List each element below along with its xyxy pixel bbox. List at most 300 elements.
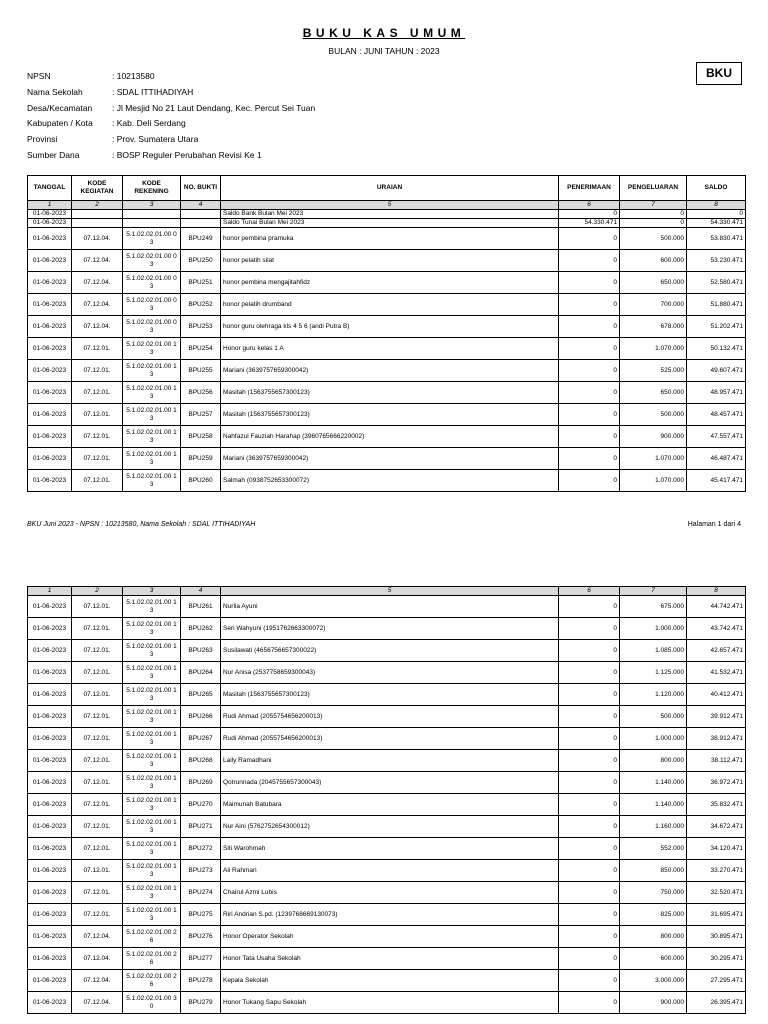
cell-account-code: 5.1.02.02.01.00 13 (123, 382, 181, 404)
cell-proof-no: BPU266 (181, 706, 221, 728)
page-footer-info: BKU Juni 2023 - NPSN : 10213580, Nama Sekolah : SDAL ITTIHADIYAH (27, 521, 256, 528)
cell-receipt: 0 (559, 750, 620, 772)
table-row (28, 448, 746, 470)
cell-description: Honor Tukang Sapu Sekolah (221, 992, 559, 1014)
bku-badge: BKU (696, 62, 742, 85)
cell-description: Mariani (3639757659300042) (221, 360, 559, 382)
table-row (28, 596, 746, 618)
cell-balance: 33.270.471 (687, 860, 746, 882)
cell-account-code: 5.1.02.02.01.00 13 (123, 596, 181, 618)
cell-account-code: 5.1.02.02.01.00 30 (123, 992, 181, 1014)
cell-expense: 500.000 (620, 228, 687, 250)
cell-description: honor guru olehraga kls 4 5 6 (andi Putra B) (221, 316, 559, 338)
cell-date: 01-06-2023 (28, 860, 72, 882)
cell-expense: 1.070.000 (620, 338, 687, 360)
cell-activity-code: 07.12.01. (72, 772, 123, 794)
table-row (28, 470, 746, 492)
column-number: 8 (687, 201, 746, 210)
cell-account-code: 5.1.02.02.01.00 13 (123, 618, 181, 640)
cell-activity-code: 07.12.04. (72, 316, 123, 338)
cell-description: Chairul Azmi Lubis (221, 882, 559, 904)
cell-receipt: 0 (559, 210, 620, 219)
cell-account-code: 5.1.02.02.01.00 13 (123, 360, 181, 382)
cell-proof-no: BPU259 (181, 448, 221, 470)
cell-receipt: 0 (559, 382, 620, 404)
cell-date: 01-06-2023 (28, 294, 72, 316)
cell-date: 01-06-2023 (28, 816, 72, 838)
cell-receipt: 0 (559, 272, 620, 294)
school-info (27, 69, 315, 164)
table-row (28, 772, 746, 794)
cell-activity-code: 07.12.01. (72, 662, 123, 684)
cell-activity-code: 07.12.01. (72, 904, 123, 926)
cell-date: 01-06-2023 (28, 210, 72, 219)
cell-receipt: 0 (559, 772, 620, 794)
cell-proof-no: BPU261 (181, 596, 221, 618)
cell-expense: 650.000 (620, 382, 687, 404)
col-header-proof-no: NO. BUKTI (181, 176, 221, 201)
cell-balance: 53.230.471 (687, 250, 746, 272)
cell-description: Saldo Tunai Bulan Mei 2023 (221, 219, 559, 228)
col-header-activity-code: KODE KEGIATAN (72, 176, 123, 201)
ledger-table-page-2 (27, 586, 746, 1014)
table-row (28, 228, 746, 250)
cell-date: 01-06-2023 (28, 772, 72, 794)
cell-description: Salmah (0938752653300072) (221, 470, 559, 492)
cell-expense: 1.120.000 (620, 684, 687, 706)
info-province: Provinsi : Prov. Sumatera Utara (27, 134, 199, 145)
cell-description: Honor guru kelas 1 A (221, 338, 559, 360)
column-number: 6 (559, 587, 620, 596)
cell-proof-no: BPU273 (181, 860, 221, 882)
cell-balance: 49.607.471 (687, 360, 746, 382)
cell-receipt: 0 (559, 816, 620, 838)
cell-balance: 42.657.471 (687, 640, 746, 662)
cell-receipt: 0 (559, 294, 620, 316)
cell-proof-no: BPU263 (181, 640, 221, 662)
cell-balance: 34.672.471 (687, 816, 746, 838)
cell-proof-no: BPU277 (181, 948, 221, 970)
cell-receipt: 0 (559, 470, 620, 492)
cell-date: 01-06-2023 (28, 618, 72, 640)
cell-account-code: 5.1.02.02.01.00 13 (123, 426, 181, 448)
table-row (28, 838, 746, 860)
cell-expense: 1.070.000 (620, 470, 687, 492)
cell-balance: 36.972.471 (687, 772, 746, 794)
cell-activity-code: 07.12.04. (72, 992, 123, 1014)
cell-balance: 54.330.471 (687, 219, 746, 228)
cell-date: 01-06-2023 (28, 250, 72, 272)
cell-balance: 34.120.471 (687, 838, 746, 860)
cell-description: Nur Anisa (2537758659300043) (221, 662, 559, 684)
cell-account-code: 5.1.02.02.01.00 03 (123, 294, 181, 316)
cell-receipt: 54.330.471 (559, 219, 620, 228)
cell-description: Ali Rahman (221, 860, 559, 882)
cell-expense: 650.000 (620, 272, 687, 294)
cell-activity-code: 07.12.01. (72, 618, 123, 640)
col-header-receipt: PENERIMAAN (559, 176, 620, 201)
cell-description: Honor Operator Sekolah (221, 926, 559, 948)
cell-date: 01-06-2023 (28, 404, 72, 426)
cell-proof-no: BPU260 (181, 470, 221, 492)
col-header-description: URAIAN (221, 176, 559, 201)
cell-date: 01-06-2023 (28, 750, 72, 772)
cell-account-code: 5.1.02.02.01.00 26 (123, 970, 181, 992)
column-number: 4 (181, 587, 221, 596)
cell-receipt: 0 (559, 992, 620, 1014)
cell-proof-no: BPU249 (181, 228, 221, 250)
cell-account-code (123, 219, 181, 228)
cell-proof-no: BPU251 (181, 272, 221, 294)
cell-expense: 800.000 (620, 926, 687, 948)
cell-receipt: 0 (559, 882, 620, 904)
cell-proof-no: BPU256 (181, 382, 221, 404)
cell-proof-no: BPU258 (181, 426, 221, 448)
cell-account-code: 5.1.02.02.01.00 13 (123, 706, 181, 728)
cell-receipt: 0 (559, 618, 620, 640)
cell-receipt: 0 (559, 338, 620, 360)
cell-account-code: 5.1.02.02.01.00 13 (123, 640, 181, 662)
cell-expense: 1.140.000 (620, 772, 687, 794)
cell-receipt: 0 (559, 684, 620, 706)
cell-receipt: 0 (559, 250, 620, 272)
cell-activity-code: 07.12.01. (72, 382, 123, 404)
cell-activity-code: 07.12.01. (72, 360, 123, 382)
cell-date: 01-06-2023 (28, 794, 72, 816)
cell-date: 01-06-2023 (28, 904, 72, 926)
cell-account-code: 5.1.02.02.01.00 13 (123, 662, 181, 684)
cell-account-code: 5.1.02.02.01.00 03 (123, 250, 181, 272)
table-row (28, 618, 746, 640)
cell-activity-code: 07.12.04. (72, 948, 123, 970)
cell-description: Seri Wahyuni (1951762663300072) (221, 618, 559, 640)
report-period: BULAN : JUNI TAHUN : 2023 (328, 46, 440, 56)
table-row (28, 750, 746, 772)
table-row (28, 360, 746, 382)
cell-description: honor pembina pramuka (221, 228, 559, 250)
cell-expense: 1.085.000 (620, 640, 687, 662)
cell-date: 01-06-2023 (28, 338, 72, 360)
col-header-date: TANGGAL (28, 176, 72, 201)
col-header-expense: PENGELUARAN (620, 176, 687, 201)
cell-activity-code: 07.12.01. (72, 794, 123, 816)
table-row (28, 970, 746, 992)
table-row (28, 860, 746, 882)
cell-balance: 38.912.471 (687, 728, 746, 750)
cell-proof-no: BPU250 (181, 250, 221, 272)
cell-account-code: 5.1.02.02.01.00 13 (123, 404, 181, 426)
cell-proof-no: BPU255 (181, 360, 221, 382)
cell-account-code: 5.1.02.02.01.00 13 (123, 860, 181, 882)
cell-proof-no: BPU272 (181, 838, 221, 860)
cell-activity-code: 07.12.01. (72, 750, 123, 772)
report-title: BUKU KAS UMUM (302, 26, 466, 40)
cell-balance: 48.957.471 (687, 382, 746, 404)
cell-balance: 43.742.471 (687, 618, 746, 640)
cell-receipt: 0 (559, 860, 620, 882)
cell-date: 01-06-2023 (28, 382, 72, 404)
table-row (28, 250, 746, 272)
column-number: 2 (72, 587, 123, 596)
cell-expense: 1.000.000 (620, 618, 687, 640)
cell-expense: 825.000 (620, 904, 687, 926)
cell-date: 01-06-2023 (28, 970, 72, 992)
table-row (28, 816, 746, 838)
cell-receipt: 0 (559, 448, 620, 470)
cell-description: Siti Warohmah (221, 838, 559, 860)
cell-balance: 52.580.471 (687, 272, 746, 294)
column-number: 2 (72, 201, 123, 210)
cell-balance: 41.532.471 (687, 662, 746, 684)
cell-expense: 900.000 (620, 992, 687, 1014)
table-row (28, 219, 746, 228)
cell-proof-no (181, 219, 221, 228)
cell-receipt: 0 (559, 228, 620, 250)
cell-expense: 500.000 (620, 404, 687, 426)
column-number: 3 (123, 201, 181, 210)
cell-activity-code: 07.12.01. (72, 404, 123, 426)
cell-date: 01-06-2023 (28, 596, 72, 618)
cell-proof-no: BPU274 (181, 882, 221, 904)
cell-expense: 800.000 (620, 750, 687, 772)
cell-proof-no: BPU268 (181, 750, 221, 772)
cell-description: Masitah (1563755657300123) (221, 382, 559, 404)
cell-expense: 750.000 (620, 882, 687, 904)
cell-expense: 1.125.000 (620, 662, 687, 684)
cell-description: Masitah (1563755657300123) (221, 404, 559, 426)
col-header-account-code: KODE REKENING (123, 176, 181, 201)
cell-activity-code: 07.12.01. (72, 640, 123, 662)
column-number: 3 (123, 587, 181, 596)
cell-proof-no: BPU252 (181, 294, 221, 316)
cell-activity-code (72, 210, 123, 219)
cell-receipt: 0 (559, 662, 620, 684)
cell-receipt: 0 (559, 596, 620, 618)
cell-account-code: 5.1.02.02.01.00 26 (123, 948, 181, 970)
cell-expense: 1.000.000 (620, 728, 687, 750)
cell-description: Nur Aini (5762752654300012) (221, 816, 559, 838)
cell-date: 01-06-2023 (28, 706, 72, 728)
cell-description: Rudi Ahmad (2055754656200013) (221, 706, 559, 728)
cell-date: 01-06-2023 (28, 448, 72, 470)
cell-proof-no: BPU278 (181, 970, 221, 992)
cell-receipt: 0 (559, 360, 620, 382)
cell-proof-no (181, 210, 221, 219)
cell-description: honor pelatih silat (221, 250, 559, 272)
cell-proof-no: BPU264 (181, 662, 221, 684)
cell-description: Susilawati (4656756657300022) (221, 640, 559, 662)
cell-balance: 31.695.471 (687, 904, 746, 926)
cell-balance: 45.417.471 (687, 470, 746, 492)
cell-account-code: 5.1.02.02.01.00 03 (123, 228, 181, 250)
cell-date: 01-06-2023 (28, 684, 72, 706)
cell-receipt: 0 (559, 706, 620, 728)
cell-expense: 3.000.000 (620, 970, 687, 992)
cell-receipt: 0 (559, 838, 620, 860)
column-number: 6 (559, 201, 620, 210)
cell-account-code: 5.1.02.02.01.00 13 (123, 838, 181, 860)
cell-expense: 1.140.000 (620, 794, 687, 816)
cell-expense: 500.000 (620, 706, 687, 728)
cell-receipt: 0 (559, 404, 620, 426)
column-number-row (28, 201, 746, 210)
cell-expense: 675.000 (620, 596, 687, 618)
cell-balance: 51.880.471 (687, 294, 746, 316)
table-row (28, 684, 746, 706)
cell-date: 01-06-2023 (28, 838, 72, 860)
cell-expense: 900.000 (620, 426, 687, 448)
table-row (28, 992, 746, 1014)
cell-proof-no: BPU270 (181, 794, 221, 816)
column-number: 7 (620, 201, 687, 210)
cell-expense: 525.000 (620, 360, 687, 382)
cell-date: 01-06-2023 (28, 948, 72, 970)
cell-balance: 40.412.471 (687, 684, 746, 706)
cell-activity-code: 07.12.01. (72, 596, 123, 618)
cell-balance: 50.132.471 (687, 338, 746, 360)
info-npsn: NPSN : 10213580 (27, 71, 155, 81)
cell-activity-code: 07.12.01. (72, 816, 123, 838)
cell-receipt: 0 (559, 640, 620, 662)
cell-receipt: 0 (559, 426, 620, 448)
cell-account-code: 5.1.02.02.01.00 13 (123, 470, 181, 492)
cell-balance: 44.742.471 (687, 596, 746, 618)
cell-activity-code: 07.12.04. (72, 970, 123, 992)
cell-date: 01-06-2023 (28, 728, 72, 750)
page-number: Halaman 1 dari 4 (687, 521, 741, 528)
cell-expense: 600.000 (620, 948, 687, 970)
cell-activity-code: 07.12.01. (72, 470, 123, 492)
info-village: Desa/Kecamatan : Jl Mesjid No 21 Laut Dendang, Kec. Percut Sei Tuan (27, 102, 316, 113)
cell-balance: 48.457.471 (687, 404, 746, 426)
cell-date: 01-06-2023 (28, 992, 72, 1014)
column-number: 4 (181, 201, 221, 210)
cell-expense: 1.070.000 (620, 448, 687, 470)
cell-account-code: 5.1.02.02.01.00 03 (123, 316, 181, 338)
cell-proof-no: BPU253 (181, 316, 221, 338)
info-fund-source: Sumber Dana : BOSP Reguler Perubahan Revisi Ke 1 (27, 149, 262, 160)
cell-account-code: 5.1.02.02.01.00 13 (123, 728, 181, 750)
cell-receipt: 0 (559, 794, 620, 816)
cell-proof-no: BPU276 (181, 926, 221, 948)
cell-receipt: 0 (559, 926, 620, 948)
column-number: 8 (687, 587, 746, 596)
cell-description: Honor Tata Usaha Sekolah (221, 948, 559, 970)
table-row (28, 382, 746, 404)
cell-balance: 32.520.471 (687, 882, 746, 904)
cell-activity-code: 07.12.01. (72, 706, 123, 728)
cell-balance: 51.202.471 (687, 316, 746, 338)
cell-description: honor pelatih drumband (221, 294, 559, 316)
cell-balance: 35.832.471 (687, 794, 746, 816)
table-row (28, 338, 746, 360)
cell-date: 01-06-2023 (28, 228, 72, 250)
table-header-row (28, 176, 746, 201)
table-row (28, 640, 746, 662)
cell-expense: 678.000 (620, 316, 687, 338)
cell-account-code: 5.1.02.02.01.00 13 (123, 816, 181, 838)
cell-activity-code: 07.12.01. (72, 728, 123, 750)
cell-activity-code (72, 219, 123, 228)
cell-balance: 26.395.471 (687, 992, 746, 1014)
cell-proof-no: BPU254 (181, 338, 221, 360)
table-row (28, 728, 746, 750)
info-school-name: Nama Sekolah : SDAL ITTIHADIYAH (27, 86, 194, 97)
table-row (28, 706, 746, 728)
cell-account-code (123, 210, 181, 219)
cell-proof-no: BPU267 (181, 728, 221, 750)
cell-receipt: 0 (559, 970, 620, 992)
cell-balance: 46.487.471 (687, 448, 746, 470)
column-number: 1 (28, 201, 72, 210)
cell-description: Masitah (1563755657300123) (221, 684, 559, 706)
table-row (28, 662, 746, 684)
cell-expense: 1.160.000 (620, 816, 687, 838)
ledger-table-page-1 (27, 175, 746, 492)
cell-activity-code: 07.12.04. (72, 228, 123, 250)
cell-balance: 39.912.471 (687, 706, 746, 728)
table-row (28, 316, 746, 338)
cell-date: 01-06-2023 (28, 426, 72, 448)
cell-activity-code: 07.12.01. (72, 684, 123, 706)
cell-balance: 53.830.471 (687, 228, 746, 250)
cell-account-code: 5.1.02.02.01.00 13 (123, 750, 181, 772)
cell-account-code: 5.1.02.02.01.00 13 (123, 904, 181, 926)
table-row (28, 426, 746, 448)
cell-activity-code: 07.12.01. (72, 882, 123, 904)
cell-proof-no: BPU275 (181, 904, 221, 926)
cell-balance: 30.895.471 (687, 926, 746, 948)
cell-activity-code: 07.12.01. (72, 860, 123, 882)
cell-date: 01-06-2023 (28, 272, 72, 294)
cell-date: 01-06-2023 (28, 926, 72, 948)
cell-date: 01-06-2023 (28, 640, 72, 662)
cell-activity-code: 07.12.04. (72, 294, 123, 316)
cell-description: Kepala Sekolah (221, 970, 559, 992)
cell-activity-code: 07.12.01. (72, 838, 123, 860)
cell-balance: 30.295.471 (687, 948, 746, 970)
column-number: 5 (221, 587, 559, 596)
column-number: 7 (620, 587, 687, 596)
cell-receipt: 0 (559, 316, 620, 338)
report-page-2 (0, 560, 768, 1024)
cell-proof-no: BPU271 (181, 816, 221, 838)
cell-account-code: 5.1.02.02.01.00 13 (123, 772, 181, 794)
cell-account-code: 5.1.02.02.01.00 03 (123, 272, 181, 294)
cell-description: Qotrunnada (2045755657300043) (221, 772, 559, 794)
cell-activity-code: 07.12.01. (72, 338, 123, 360)
cell-proof-no: BPU269 (181, 772, 221, 794)
cell-date: 01-06-2023 (28, 219, 72, 228)
cell-account-code: 5.1.02.02.01.00 26 (123, 926, 181, 948)
table-row (28, 948, 746, 970)
cell-expense: 552.000 (620, 838, 687, 860)
cell-description: Mariani (3639757659300042) (221, 448, 559, 470)
table-row (28, 404, 746, 426)
cell-description: Laily Ramadhani (221, 750, 559, 772)
info-regency: Kabupaten / Kota : Kab. Deli Serdang (27, 118, 186, 129)
cell-account-code: 5.1.02.02.01.00 13 (123, 448, 181, 470)
cell-balance: 47.557.471 (687, 426, 746, 448)
table-row (28, 882, 746, 904)
cell-activity-code: 07.12.04. (72, 926, 123, 948)
cell-balance: 38.112.471 (687, 750, 746, 772)
cell-date: 01-06-2023 (28, 882, 72, 904)
cell-account-code: 5.1.02.02.01.00 13 (123, 882, 181, 904)
cell-activity-code: 07.12.04. (72, 272, 123, 294)
cell-account-code: 5.1.02.02.01.00 13 (123, 684, 181, 706)
table-row (28, 272, 746, 294)
